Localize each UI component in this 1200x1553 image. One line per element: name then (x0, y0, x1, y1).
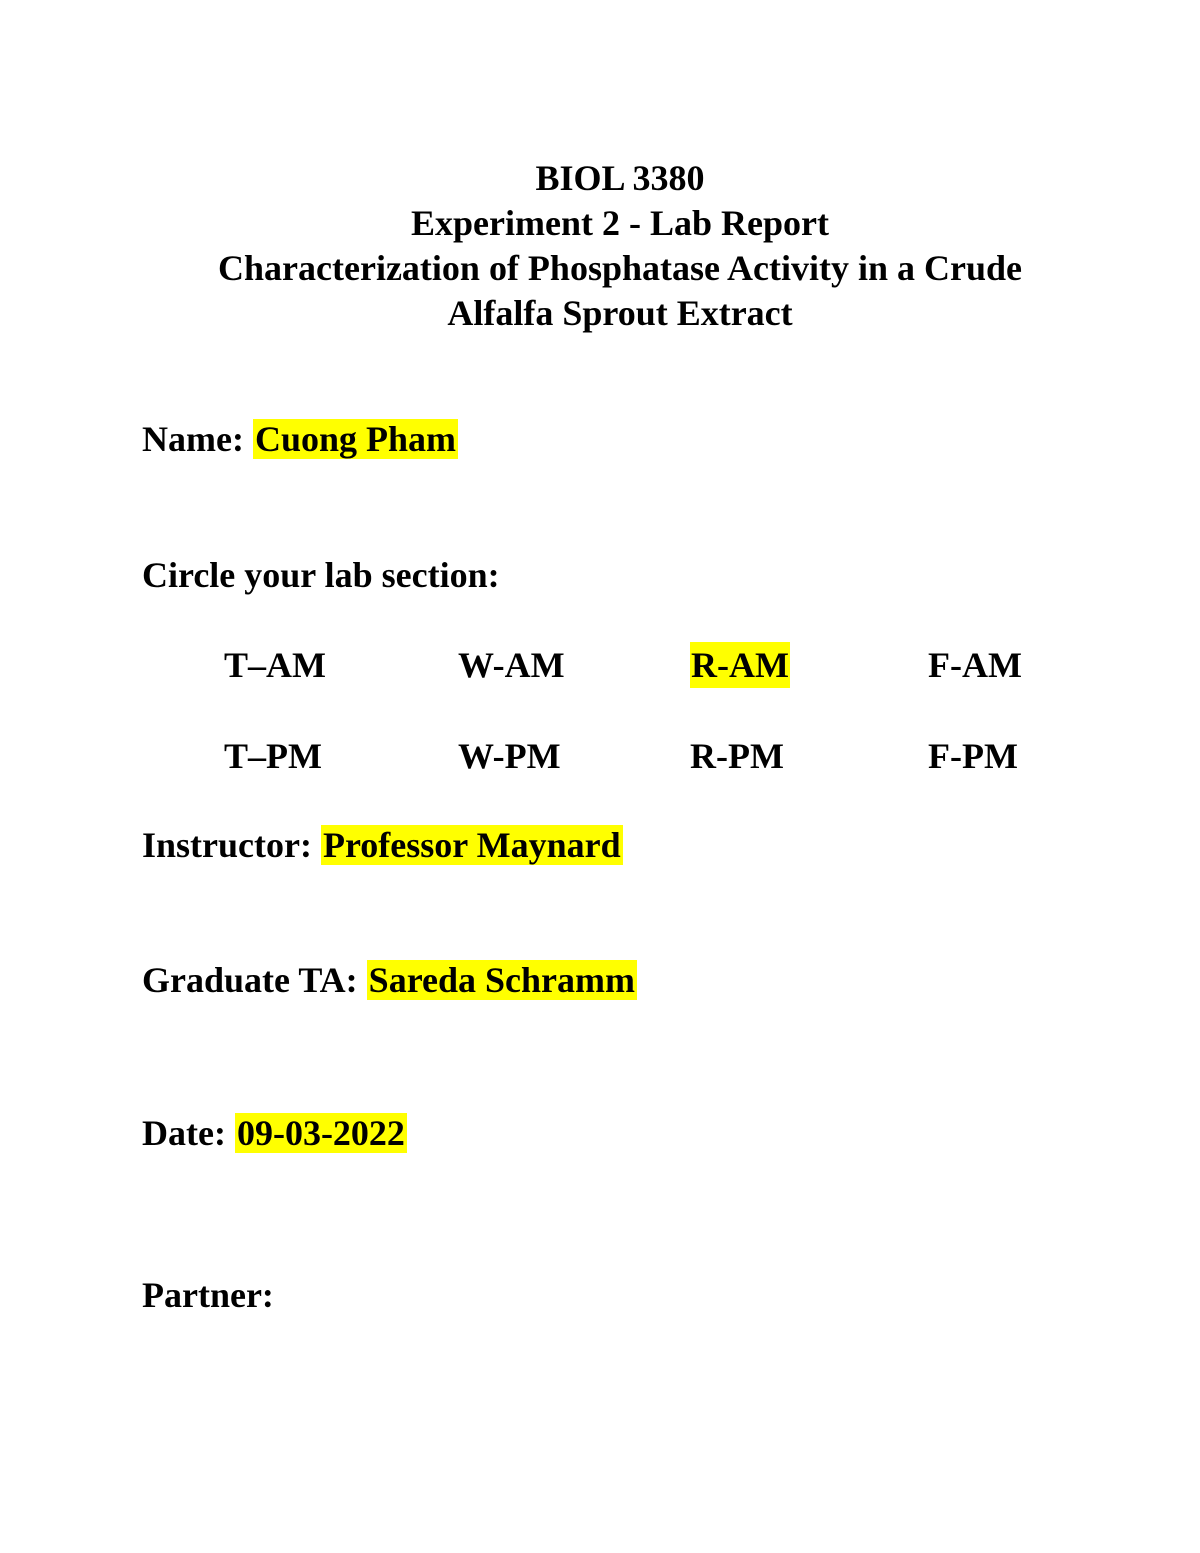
section-prompt: Circle your lab section: (142, 555, 500, 595)
ta-field (142, 957, 637, 1003)
section-option-t-pm: T–PM (224, 736, 322, 776)
section-option-w-pm: W-PM (458, 736, 561, 776)
section-option-f-pm: F-PM (928, 736, 1018, 776)
partner-label: Partner: (142, 1275, 274, 1315)
name-field (142, 416, 458, 462)
instructor-value: Professor Maynard (322, 825, 621, 865)
instructor-label: Instructor: (142, 825, 312, 865)
date-field (142, 1110, 407, 1156)
course-code: BIOL 3380 (535, 158, 705, 198)
report-title-line-1: Characterization of Phosphatase Activity in a Crude (218, 248, 1022, 288)
section-option-t-am: T–AM (224, 645, 326, 685)
section-option-w-am: W-AM (458, 645, 565, 685)
section-option-r-am: R-AM (690, 642, 790, 688)
report-title-line-2: Alfalfa Sprout Extract (447, 293, 793, 333)
date-label: Date: (142, 1113, 226, 1153)
experiment-title: Experiment 2 - Lab Report (411, 203, 829, 243)
section-option-f-am: F-AM (928, 645, 1022, 685)
name-value: Cuong Pham (254, 419, 456, 459)
name-label: Name: (142, 419, 244, 459)
ta-label: Graduate TA: (142, 960, 358, 1000)
date-value: 09-03-2022 (236, 1113, 405, 1153)
section-option-r-pm: R-PM (690, 736, 784, 776)
ta-value: Sareda Schramm (368, 960, 635, 1000)
partner-field (142, 1272, 274, 1318)
report-title-block (0, 156, 1200, 336)
instructor-field (142, 822, 623, 868)
